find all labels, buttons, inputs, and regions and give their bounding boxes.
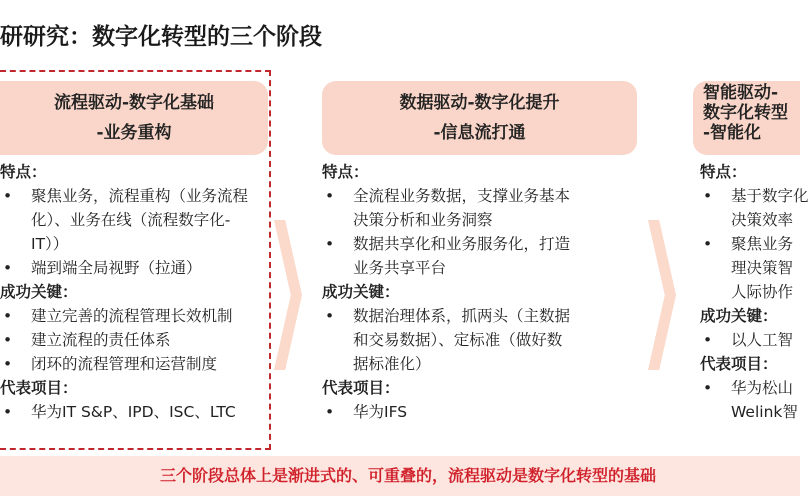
bullet-item <box>0 400 248 424</box>
stage-2-details <box>322 160 570 424</box>
bullet-line: 数据治理体系，抓两头（主数据 <box>353 307 571 325</box>
bullet-line: 基于数字化 <box>731 187 809 205</box>
section-label: 成功关键： <box>700 307 778 325</box>
bullet-icon: • <box>703 235 713 253</box>
stage-3-header <box>693 81 800 155</box>
bullet-line: Welink智 <box>731 403 798 421</box>
bullet-line: 聚焦业务，流程重构（业务流程 <box>31 187 249 205</box>
page-title: 研研究：数字化转型的三个阶段 <box>0 24 322 50</box>
stage-3-title: 智能驱动-数字化转型 <box>703 83 788 123</box>
bullet-item <box>0 256 248 280</box>
stage-1-header <box>0 81 268 155</box>
bullet-line: 理决策智 <box>731 259 794 277</box>
bullet-line: 端到端全局视野（拉通） <box>31 259 202 277</box>
stage-1-subtitle: -业务重构 <box>96 123 172 143</box>
bullet-item <box>322 232 570 280</box>
section-label: 特点： <box>700 163 747 181</box>
section-label: 代表项目： <box>0 379 78 397</box>
stage-2-header <box>322 81 637 155</box>
stage-2-subtitle: -信息流打通 <box>433 123 526 143</box>
section-label: 特点： <box>322 163 369 181</box>
bullet-icon: • <box>3 259 13 277</box>
stage-1-title: 流程驱动-数字化基础 <box>53 93 215 113</box>
bullet-line: IT）） <box>31 235 69 253</box>
bullet-item <box>322 184 570 232</box>
section-label: 特点： <box>0 163 47 181</box>
bullet-line: 化）、业务在线（流程数字化- <box>31 211 231 229</box>
bullet-line: 以人工智 <box>731 331 794 349</box>
bullet-icon: • <box>703 187 713 205</box>
bullet-line: 数据共享化和业务服务化，打造 <box>353 235 571 253</box>
bullet-item <box>700 376 809 424</box>
bullet-icon: • <box>3 331 13 349</box>
bullet-icon: • <box>325 187 335 205</box>
stage-1-details <box>0 160 248 424</box>
bullet-item <box>322 400 570 424</box>
bullet-item <box>0 328 248 352</box>
bullet-item <box>322 304 570 376</box>
bullet-line: 业务共享平台 <box>353 259 447 277</box>
bullet-line: 华为松山 <box>731 379 794 397</box>
section-label: 成功关键： <box>322 283 400 301</box>
bullet-item <box>0 352 248 376</box>
bullet-line: 决策效率 <box>731 211 794 229</box>
bullet-line: 人际协作 <box>731 283 794 301</box>
bullet-icon: • <box>3 403 13 421</box>
bullet-line: 聚焦业务 <box>731 235 794 253</box>
bullet-line: 建立流程的责任体系 <box>31 331 171 349</box>
bullet-item <box>700 328 809 352</box>
bullet-item <box>700 232 809 304</box>
bullet-icon: • <box>3 307 13 325</box>
bullet-line: 闭环的流程管理和运营制度 <box>31 355 218 373</box>
bullet-icon: • <box>703 331 713 349</box>
section-label: 代表项目： <box>322 379 400 397</box>
bullet-line: 全流程业务数据，支撑业务基本 <box>353 187 571 205</box>
bullet-line: 建立完善的流程管理长效机制 <box>31 307 233 325</box>
bullet-line: 和交易数据）、定标准（做好数 <box>353 331 563 349</box>
bullet-icon: • <box>325 235 335 253</box>
section-label: 成功关键： <box>0 283 78 301</box>
stage-2-title: 数据驱动-数字化提升 <box>399 93 560 113</box>
bullet-icon: • <box>325 403 335 421</box>
bullet-icon: • <box>3 355 13 373</box>
bullet-item <box>700 184 809 232</box>
bullet-line: 决策分析和业务洞察 <box>353 211 493 229</box>
bullet-icon: • <box>703 379 713 397</box>
bullet-line: 据标准化） <box>353 355 431 373</box>
arrow-right-icon <box>648 220 676 370</box>
bullet-line: 华为IT S&P、IPD、ISC、LTC <box>31 403 236 421</box>
stage-3-subtitle: -智能化 <box>703 123 762 143</box>
stage-3-details <box>700 160 809 424</box>
section-label: 代表项目： <box>700 355 778 373</box>
arrow-right-icon <box>274 220 302 370</box>
bullet-item <box>0 184 248 256</box>
bullet-icon: • <box>325 307 335 325</box>
bullet-line: 华为IFS <box>353 403 408 421</box>
bullet-icon: • <box>3 187 13 205</box>
summary-banner: 三个阶段总体上是渐进式的、可重叠的，流程驱动是数字化转型的基础 <box>0 456 800 496</box>
bullet-item <box>0 304 248 328</box>
